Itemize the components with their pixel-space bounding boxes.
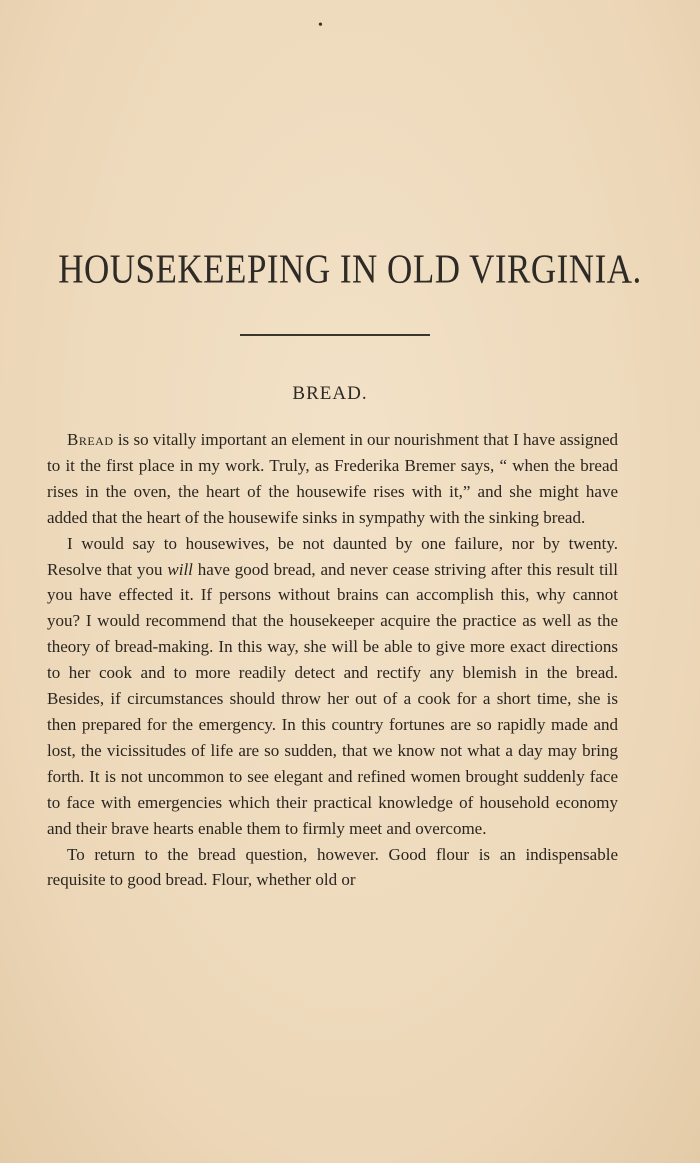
paragraph-1 [47,427,618,531]
book-title: HOUSEKEEPING IN OLD VIRGINIA. [58,246,642,293]
paragraph-lead-word: Bread [67,430,114,449]
paragraph-2 [47,531,618,842]
section-heading: BREAD. [292,383,368,404]
paragraph-3-text: To return to the bread question, however. Good flour is an indispensable requisite to good bread. Flour, whether old or [47,844,618,890]
paragraph-3 [47,842,618,894]
paragraph-2-text-after: have good bread, and never cease striving after this result till you have effected it. If persons without brains can accomplish this, why cannot you? I would recommend that the housekeeper acquire the practice as well as the theory of bread-making. In this way, she will be able to give more exact directions to her cook and to more readily detect and rectify any blemish in the bread. Besides, if circumstances should throw her out of a cook for a short time, she is then prepared for the emergency. In this country fortunes are so rapidly made and lost, the vicissitudes of life are so sudden, that we know not what a day may bring forth. It is not uncommon to see elegant and refined women brought suddenly face to face with emergencies which their practical knowledge of household economy and their brave hearts enable them to firmly meet and overcome. [47,559,618,838]
title-rule [240,334,430,336]
emphasized-word: will [167,559,193,579]
paragraph-1-text: is so vitally important an element in our nourishment that I have assigned to it the first place in my work. Truly, as Frederika Bremer says, “ when the bread rises in the oven, the heart of the housewife rises with it,” and she might have added that the heart of the housewife sinks in sympathy with the sinking bread. [47,430,618,527]
paragraph-2-text-before: I would say to housewives, be not daunted by one failure, nor by twenty. Resolve that you [47,533,618,579]
ink-speck: • [318,18,323,33]
body-text [47,427,618,893]
